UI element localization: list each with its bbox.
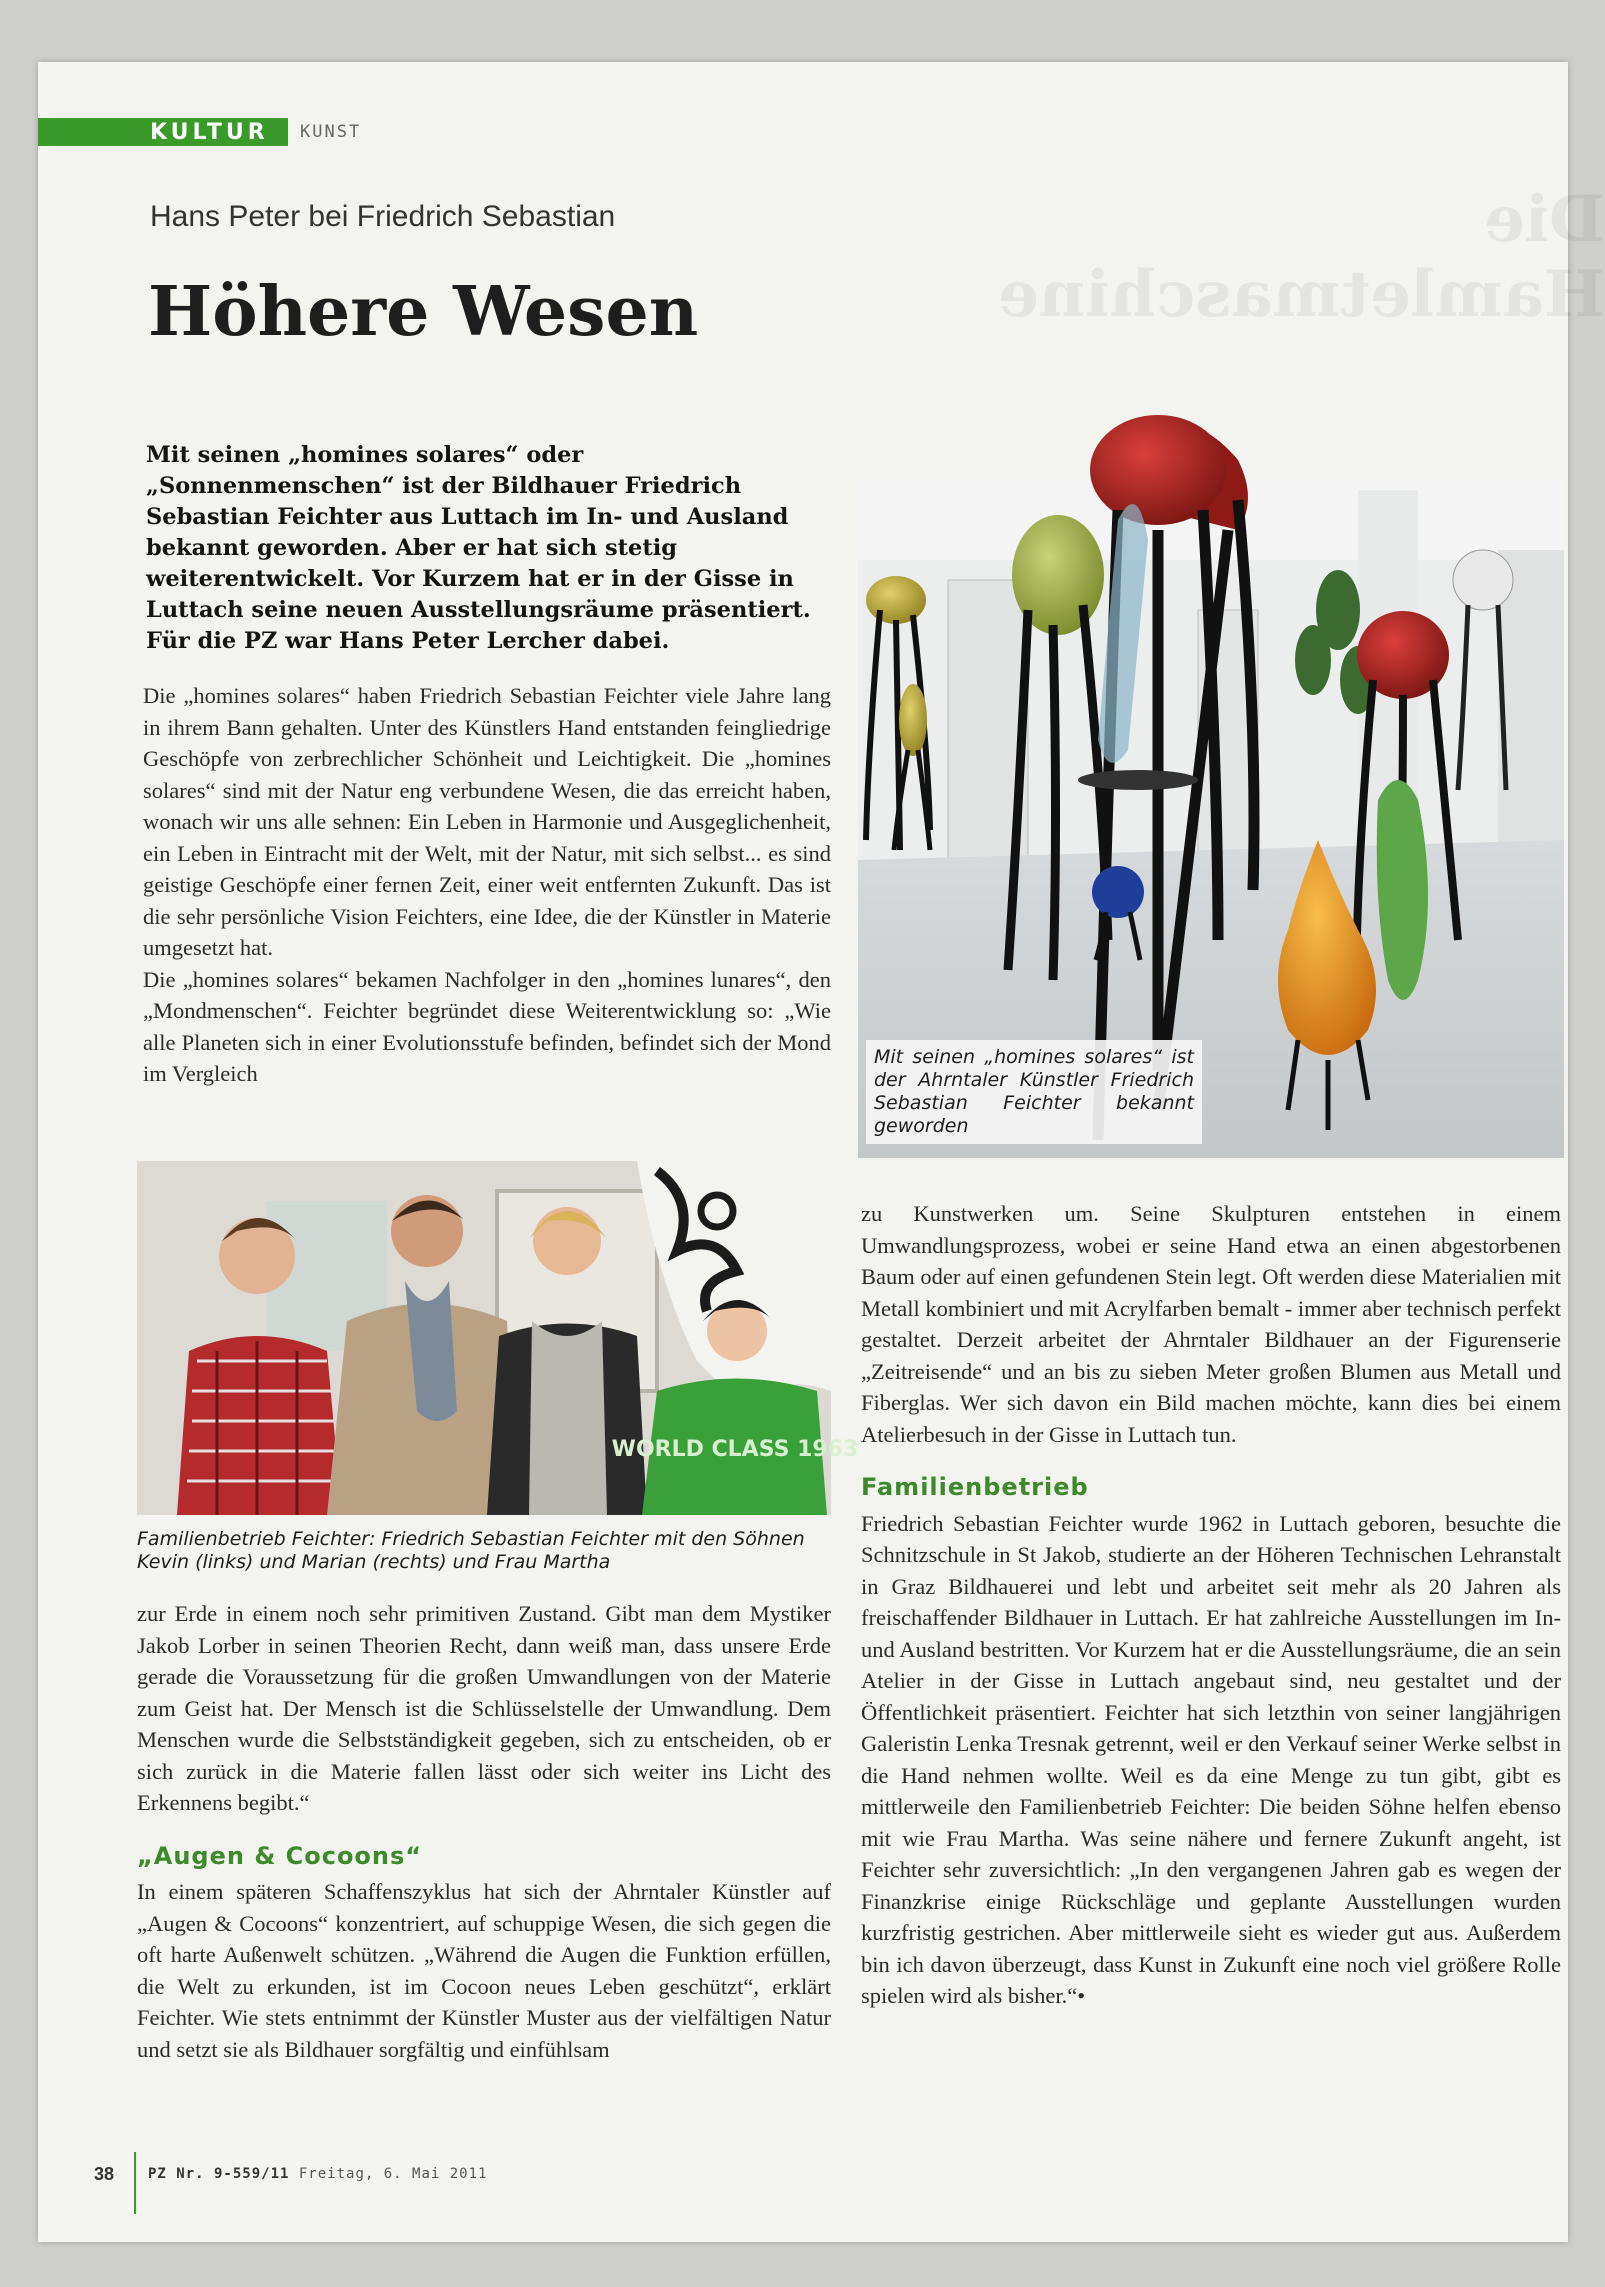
section-label: KULTUR	[150, 120, 269, 145]
family-caption: Familienbetrieb Feichter: Friedrich Sebastian Feichter mit den Söhnen Kevin (links) und Marian (rechts) und Frau Martha	[137, 1528, 805, 1573]
issue-number: PZ Nr. 9-559/11	[148, 2166, 290, 2182]
column-1-top	[143, 680, 831, 1090]
lead-paragraph: Mit seinen „homines solares“ oder „Sonnenmenschen“ ist der Bildhauer Friedrich Sebastian Feichter aus Luttach im In- und Ausland bekannt geworden. Aber er hat sich stetig weiterentwickelt. Vor Kurzem hat er in der Gisse in Luttach seine neuen Ausstellungsräume präsentiert. Für die PZ war Hans Peter Lercher dabei.	[146, 442, 811, 654]
column-2	[861, 1198, 1561, 2012]
headline: Höhere Wesen	[148, 272, 699, 352]
subheading: „Augen & Cocoons“	[137, 1841, 423, 1870]
subheading: Familienbetrieb	[861, 1473, 1089, 1501]
body-paragraph: Die „homines solares“ haben Friedrich Sebastian Feichter viele Jahre lang in ihrem Bann gehalten. Unter des Künstlers Hand entstanden feingliedrige Geschöpfe von zerbrechlicher Schönheit und Leichtigkeit. Die „homines solares“ sind mit der Natur eng verbundene Wesen, die das erreicht haben, wonach wir uns alle sehnen: Ein Leben in Harmonie und Ausgeglichenheit, ein Leben in Eintracht mit der Welt, mit der Natur, mit sich selbst... es sind geistige Geschöpfe einer fernen Zeit, einer weit entfernten Zukunft. Das ist die sehr persönliche Vision Feichters, eine Idee, die der Künstler in Materie umgesetzt hat.	[143, 683, 831, 960]
author-line: Hans Peter bei Friedrich Sebastian	[150, 200, 616, 233]
footer-issue	[148, 2166, 487, 2182]
footer-divider	[134, 2152, 136, 2214]
column-1-bottom	[137, 1598, 831, 2065]
body-paragraph: Friedrich Sebastian Feichter wurde 1962 in Luttach geboren, besuchte die Schnitzschule in St Jakob, studierte an der Höheren Technischen Lehranstalt in Graz Bildhauerei und lebt und arbeitet seit mehr als 20 Jahren als freischaffender Bildhauer in Luttach. Er hat zahlreiche Ausstellungen im In- und Ausland bestritten. Vor Kurzem hat er die Ausstellungsräume, die an sein Atelier in der Gisse in Luttach angebaut sind, neu gestaltet und der Öffentlichkeit präsentiert. Feichter hat sich letzthin von seiner langjährigen Galeristin Lenka Tresnak getrennt, weil er den Verkauf seiner Werke selbst in die Hand nehmen wollte. Weil es da eine Menge zu tun gibt, gibt es mittlerweile den Familienbetrieb Feichter: Die beiden Söhne helfen ebenso mit wie Frau Martha. Was seine nähere und fernere Zukunft angeht, ist Feichter sehr zuversichtlich: „In den vergangenen Jahren gab es wegen der Finanzkrise einige Rückschläge und geplante Ausstellungen wurden kurzfristig gestrichen. Aber mittlerweile sieht es wieder gut aus. Außerdem bin ich davon überzeugt, dass Kunst in Zukunft eine noch viel größere Rolle spielen wird als bisher.“•	[861, 1510, 1561, 2008]
bleed-through-text: Die Hamletmaschine	[998, 182, 1605, 332]
sculpture-caption: Mit seinen „homines solares“ ist der Ahrntaler Künstler Friedrich Sebastian Feichter bekannt geworden	[866, 1040, 1202, 1144]
body-paragraph: In einem späteren Schaffenszyklus hat sich der Ahrntaler Künstler auf „Augen & Cocoons“ konzentriert, auf schuppige Wesen, die sich gegen die oft harte Außenwelt schützen. „Während die Augen die Funktion erfüllen, die Welt zu erkunden, ist im Cocoon neues Leben geschützt“, erklärt Feichter. Wie stets entnimmt der Künstler Muster aus der vielfältigen Natur und setzt sie als Bildhauer sorgfältig und einfühlsam	[137, 1879, 831, 2062]
body-paragraph: zu Kunstwerken um. Seine Skulpturen entstehen in einem Umwandlungsprozess, wobei er seine Hand etwa an einen abgestorbenen Baum oder auf einen gefundenen Stein legt. Oft werden diese Materialien mit Metall kombiniert und mit Acrylfarben bemalt - immer aber technisch perfekt gestaltet. Derzeit arbeitet der Ahrntaler Bildhauer an der Figurenserie „Zeitreisende“ und an bis zu sieben Meter großen Blumen aus Metall und Fiberglas. Wer sich davon ein Bild machen möchte, kann dies bei einem Atelierbesuch in der Gisse in Luttach tun.	[861, 1201, 1561, 1447]
page-number: 38	[94, 2164, 115, 2184]
issue-date: Freitag, 6. Mai 2011	[298, 2166, 488, 2182]
subsection-label: KUNST	[300, 122, 362, 142]
family-photo	[137, 1161, 859, 1515]
sweater-print: WORLD CLASS 1963	[611, 1437, 859, 1462]
body-paragraph: Die „homines solares“ bekamen Nachfolger in den „homines lunares“, den „Mondmenschen“. Feichter begründet diese Weiterentwicklung so: „Wie alle Planeten sich in einer Evolutionsstufe befinden, befindet sich der Mond im Vergleich	[143, 966, 831, 1086]
magazine-page	[38, 62, 1605, 2242]
body-paragraph: zur Erde in einem noch sehr primitiven Zustand. Gibt man dem Mystiker Jakob Lorber in seinen Theorien Recht, dann weiß man, dass unsere Erde gerade die Voraussetzung für die großen Umwandlungen von der Materie zum Geist hat. Der Mensch ist die Schlüsselstelle der Umwandlung. Dem Menschen wurde die Selbstständigkeit gegeben, sich zu entscheiden, ob er sich zurück in die Materie fallen lässt oder sich weiter ins Licht des Erkennens begibt.“	[137, 1601, 831, 1815]
